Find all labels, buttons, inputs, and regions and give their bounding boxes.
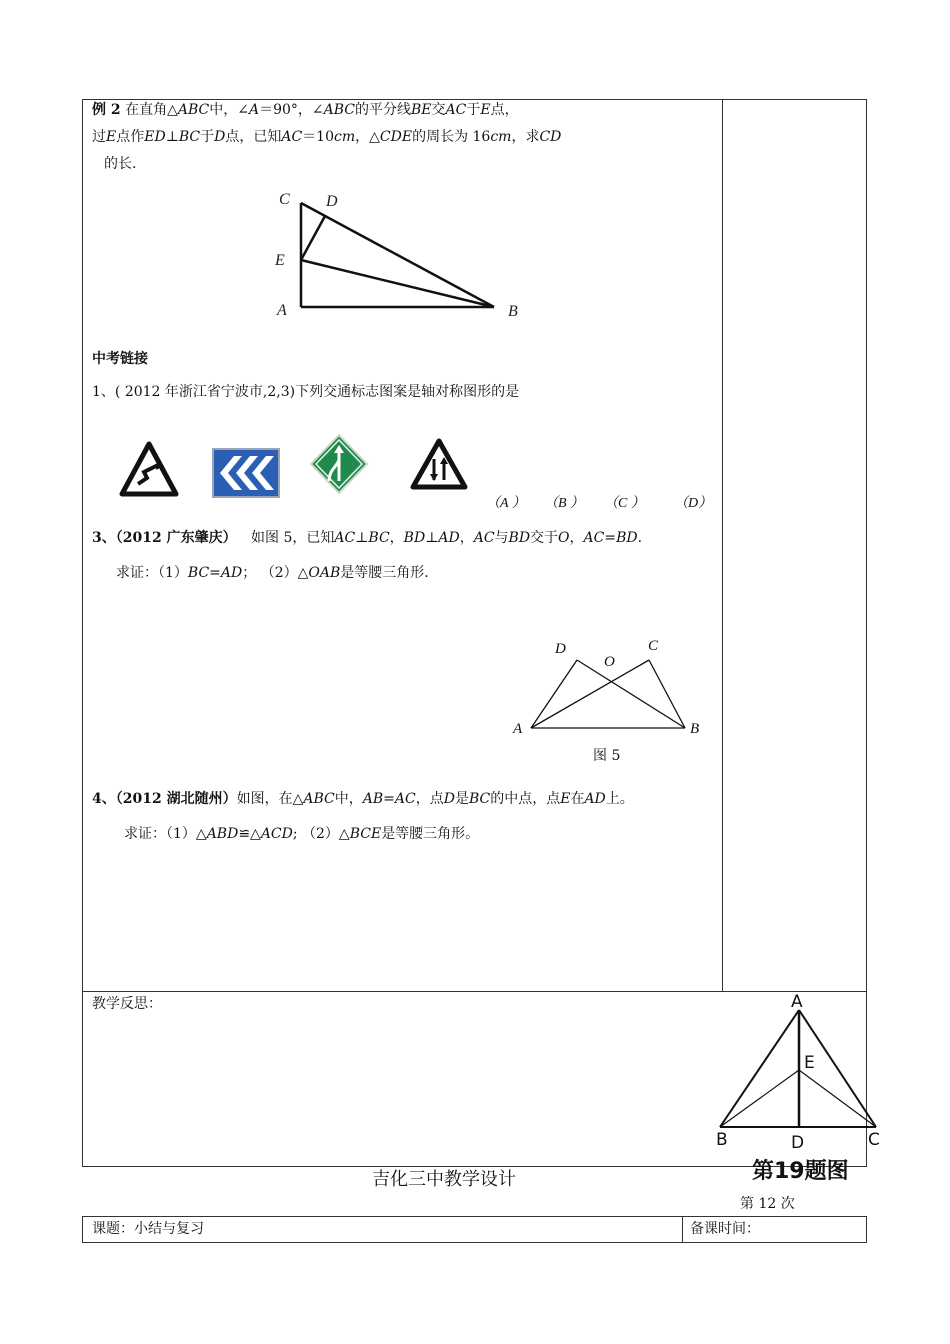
q4-figure-caption: 第19题图 — [752, 1159, 849, 1184]
label-c: C — [279, 191, 290, 208]
q4-figure — [712, 990, 888, 1186]
label-e: E — [804, 1053, 815, 1073]
example2-triangle-figure — [268, 185, 530, 325]
label-a: A — [513, 721, 523, 737]
topic-table-right — [866, 1216, 867, 1243]
q1-option-c: （C ） — [604, 496, 645, 511]
topic-table-bottom — [82, 1242, 866, 1243]
winding-road-sign-icon — [118, 440, 180, 498]
chevron-left-sign-icon — [212, 448, 280, 498]
section-heading: 中考链接 — [92, 351, 148, 367]
q1-option-b: （B ） — [544, 496, 585, 511]
label-d: D — [791, 1133, 805, 1153]
q3-figure — [505, 632, 705, 740]
label-b: B — [508, 303, 518, 320]
segment-eb — [301, 260, 494, 307]
label-b: B — [716, 1130, 728, 1150]
table-left-border — [82, 99, 83, 1167]
segment-ed — [301, 216, 325, 260]
topic-table-top — [82, 1216, 866, 1217]
lesson-count: 第 12 次 — [740, 1196, 795, 1212]
example2-line1: 例 2 在直角△ABC中，∠A＝90°，∠ABC的平分线BE交AC于E点， — [92, 102, 519, 118]
label-o: O — [604, 654, 615, 670]
q1-option-d: （D） — [674, 496, 713, 511]
segment-ab — [720, 1010, 799, 1127]
prep-time-label: 备课时间： — [690, 1221, 760, 1237]
topic-table-divider — [682, 1216, 683, 1243]
q1-option-a: （A ） — [486, 496, 526, 511]
school-title: 吉化三中教学设计 — [372, 1169, 516, 1190]
q3-figure-caption: 图 5 — [593, 748, 621, 764]
merge-road-sign-icon — [309, 433, 369, 495]
q3-text: 3、（2012 广东肇庆） 如图 5，已知AC⊥BC，BD⊥AD，AC与BD交于O，AC=BD. — [92, 530, 643, 546]
label-e: E — [275, 252, 285, 269]
segment-ad — [531, 660, 577, 728]
q4-proof: 求证：（1）△ABD≌△ACD; （2）△BCE是等腰三角形。 — [124, 826, 480, 842]
table-column-divider — [722, 99, 723, 991]
segment-eb — [720, 1070, 799, 1127]
topic-table-left — [82, 1216, 83, 1243]
label-b: B — [690, 721, 700, 737]
two-way-traffic-sign-icon — [409, 437, 469, 491]
example2-line3: 的长. — [104, 156, 137, 172]
label-c: C — [868, 1130, 880, 1150]
q3-proof: 求证：（1）BC=AD； （2）△OAB是等腰三角形. — [116, 565, 429, 581]
segment-bc — [649, 660, 685, 728]
label-a: A — [791, 992, 803, 1012]
segment-ec — [799, 1070, 876, 1127]
q1-text: 1、( 2012 年浙江省宁波市,2,3)下列交通标志图案是轴对称图形的是 — [92, 384, 520, 400]
label-a: A — [277, 302, 287, 319]
label-c: C — [648, 638, 659, 654]
label-d: D — [555, 641, 566, 657]
segment-cb — [301, 203, 494, 307]
label-d: D — [326, 193, 338, 210]
lesson-topic: 课题：小结与复习 — [92, 1221, 204, 1237]
example2-line2: 过E点作ED⊥BC于D点，已知AC＝10cm，△CDE的周长为 16cm，求CD — [92, 129, 562, 145]
q4-text: 4、（2012 湖北随州）如图，在△ABC中，AB=AC，点D是BC的中点，点E在AD上。 — [92, 791, 634, 807]
reflection-label: 教学反思： — [92, 996, 162, 1012]
example2-prefix: 例 2 — [92, 102, 121, 118]
